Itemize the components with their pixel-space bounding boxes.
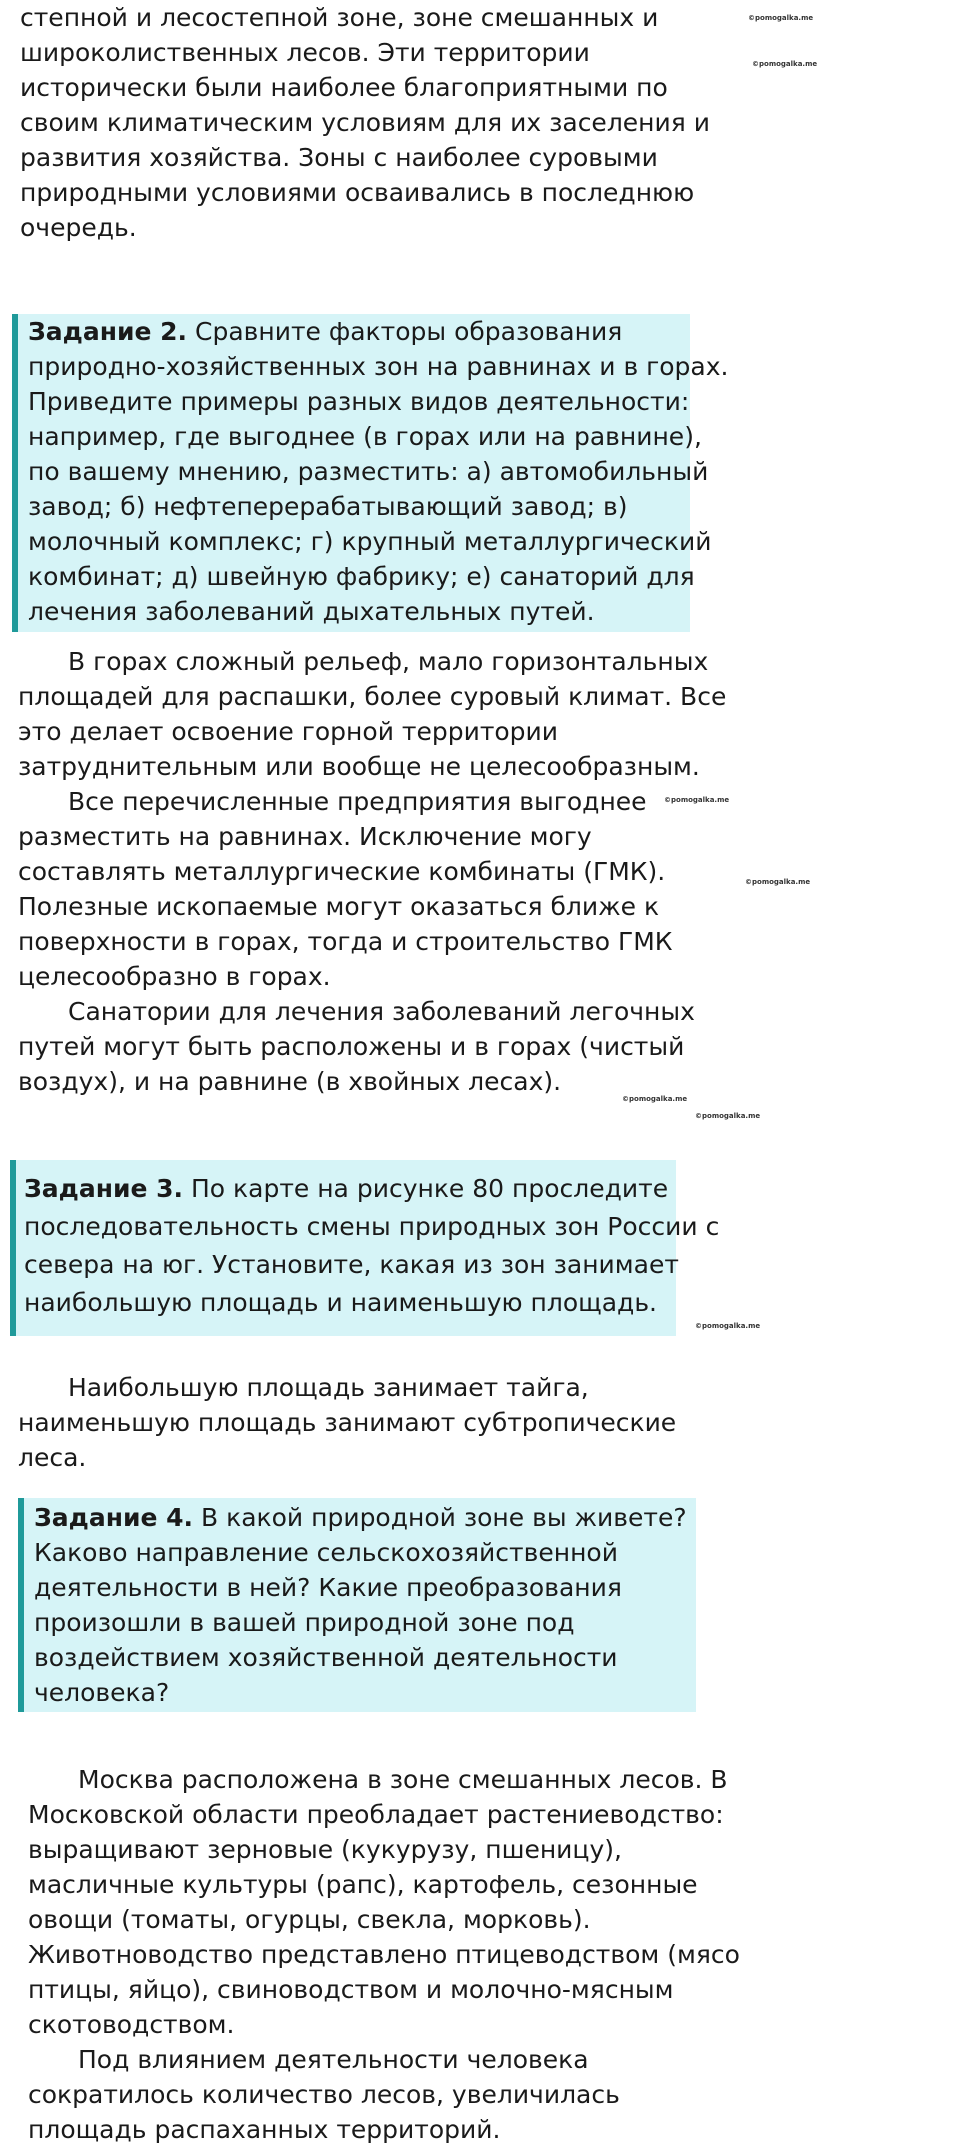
text-line: Москва расположена в зоне смешанных лесов. В (78, 1765, 728, 1794)
text-line: наибольшую площадь и наименьшую площадь. (24, 1288, 657, 1317)
text-line: путей могут быть расположены и в горах (чистый (18, 1032, 685, 1061)
text-line: севера на юг. Установите, какая из зон занимает (24, 1250, 679, 1279)
text-line: природно-хозяйственных зон на равнинах и в горах. (28, 352, 729, 381)
watermark: ©pomogalka.me (748, 14, 814, 22)
text-line: например, где выгоднее (в горах или на равнине), (28, 422, 702, 451)
task-4-box (18, 1498, 696, 1712)
task-2-label: Задание 2. (28, 317, 188, 346)
text-line: природными условиями осваивались в последнюю (20, 178, 695, 207)
text-line: произошли в вашей природной зоне под (34, 1608, 575, 1637)
text-line: широколиственных лесов. Эти территории (20, 38, 590, 67)
text-line: площадей для распашки, более суровый климат. Все (18, 682, 727, 711)
text-line: овощи (томаты, огурцы, свекла, морковь). (28, 1905, 591, 1934)
task-3-label: Задание 3. (24, 1174, 184, 1203)
text-line: леса. (18, 1443, 87, 1472)
text-line: поверхности в горах, тогда и строительство ГМК (18, 927, 673, 956)
task-4-label: Задание 4. (34, 1503, 194, 1532)
text-line: Московской области преобладает растениеводство: (28, 1800, 724, 1829)
watermark: ©pomogalka.me (622, 1095, 688, 1103)
text-line: Животноводство представлено птицеводством (мясо (28, 1940, 740, 1969)
text-line: Полезные ископаемые могут оказаться ближе к (18, 892, 660, 921)
text-line: Наибольшую площадь занимает тайга, (68, 1373, 589, 1402)
text-line: По карте на рисунке 80 проследите (183, 1174, 669, 1203)
text-line: составлять металлургические комбинаты (ГМК). (18, 857, 666, 886)
text-line: последовательность смены природных зон России с (24, 1212, 720, 1241)
watermark: ©pomogalka.me (664, 796, 730, 804)
task-2-box (12, 314, 729, 632)
task-3-box (10, 1160, 720, 1336)
text-line: скотоводством. (28, 2010, 235, 2039)
text-line: Все перечисленные предприятия выгоднее (68, 787, 647, 816)
answer-3-paragraph (18, 1370, 676, 1475)
text-line: по вашему мнению, разместить: а) автомобильный (28, 457, 709, 486)
text-line: комбинат; д) швейную фабрику; е) санаторий для (28, 562, 695, 591)
text-line: птицы, яйцо), свиноводством и молочно-мясным (28, 1975, 674, 2004)
intro-paragraph (20, 0, 710, 245)
text-line: Каково направление сельскохозяйственной (34, 1538, 618, 1567)
text-line: Сравните факторы образования (187, 317, 623, 346)
watermark: ©pomogalka.me (745, 878, 811, 886)
text-line: выращивают зерновые (кукурузу, пшеницу), (28, 1835, 622, 1864)
text-line: воздух), и на равнине (в хвойных лесах). (18, 1067, 562, 1096)
text-line: исторически были наиболее благоприятными по (20, 73, 668, 102)
answer-4-paragraph (28, 1762, 740, 2147)
watermark: ©pomogalka.me (695, 1112, 761, 1120)
text-line: Под влиянием деятельности человека (78, 2045, 589, 2074)
text-line: развития хозяйства. Зоны с наиболее суровыми (20, 143, 658, 172)
text-line: лечения заболеваний дыхательных путей. (28, 597, 595, 626)
watermark: ©pomogalka.me (695, 1322, 761, 1330)
answer-2-paragraph (18, 644, 726, 1099)
text-line: степной и лесостепной зоне, зоне смешанных и (20, 3, 659, 32)
text-line: масличные культуры (рапс), картофель, сезонные (28, 1870, 698, 1899)
text-line: человека? (34, 1678, 170, 1707)
text-line: сократилось количество лесов, увеличилась (28, 2080, 620, 2109)
text-line: очередь. (20, 213, 137, 242)
text-line: разместить на равнинах. Исключение могу (18, 822, 592, 851)
text-line: В горах сложный рельеф, мало горизонтальных (68, 647, 709, 676)
text-line: молочный комплекс; г) крупный металлургический (28, 527, 712, 556)
text-line: своим климатическим условиям для их заселения и (20, 108, 711, 137)
text-line: целесообразно в горах. (18, 962, 331, 991)
text-line: Санатории для лечения заболеваний легочных (68, 997, 695, 1026)
text-line: наименьшую площадь занимают субтропические (18, 1408, 677, 1437)
text-line: затруднительным или вообще не целесообразным. (18, 752, 700, 781)
text-line: Приведите примеры разных видов деятельности: (28, 387, 690, 416)
text-line: завод; б) нефтеперерабатывающий завод; в) (28, 492, 628, 521)
text-line: деятельности в ней? Какие преобразования (34, 1573, 622, 1602)
watermark: ©pomogalka.me (752, 60, 818, 68)
text-line: это делает освоение горной территории (18, 717, 559, 746)
text-line: В какой природной зоне вы живете? (193, 1503, 687, 1532)
text-line: воздействием хозяйственной деятельности (34, 1643, 618, 1672)
text-line: площадь распаханных территорий. (28, 2115, 501, 2144)
